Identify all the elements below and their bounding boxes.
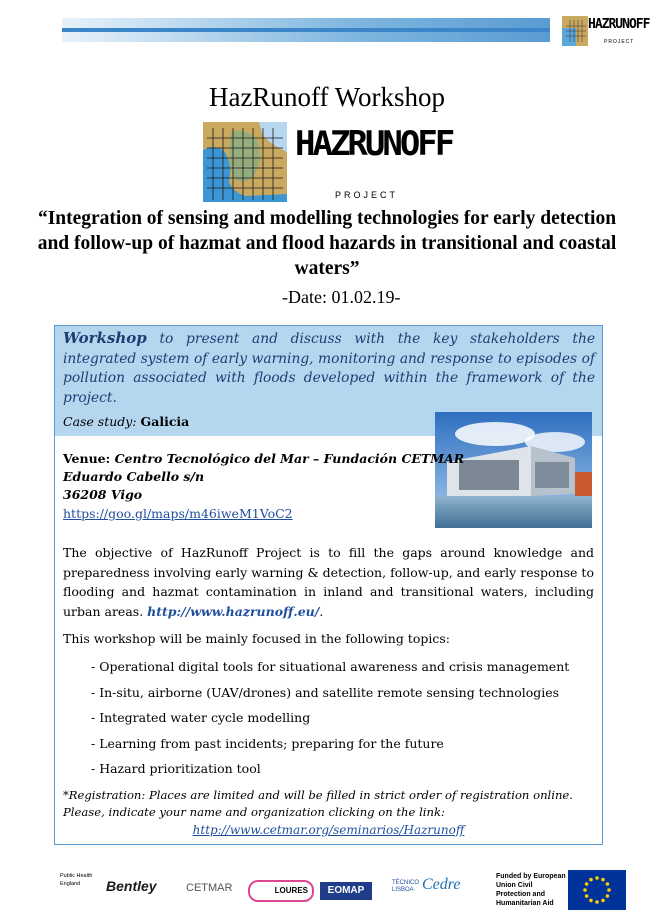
hazrunoff-logo-icon [203,122,287,202]
logo-cetmar: CETMAR [186,882,233,894]
venue-city: 36208 Vigo [63,487,143,502]
logo-tecnico-lisboa: TÉCNICO LISBOA [392,880,419,893]
objective-text [63,543,594,621]
intro-body: to present and discuss with the key stakeholders the integrated system of early warning, monitoring and response to episodes of pollution associated with floods developed within the framework of the project. [63,331,595,406]
header-band [62,18,550,42]
header-stripe [62,28,550,32]
logo-cedre: Cedre [422,876,461,893]
topic-item: - In-situ, airborne (UAV/drones) and satellite remote sensing technologies [91,684,560,700]
topic-item: - Integrated water cycle modelling [91,710,311,725]
venue-name: Centro Tecnológico del Mar – Fundación CETMAR [114,451,465,466]
objective-body: The objective of HazRunoff Project is to fill the gaps around knowledge and preparedness involving early warning & detection, follow-up, and early response to flooding and hazmat contamination in inland and transitional waters, including urban areas. [63,545,594,619]
logo-bentley: Bentley [106,878,157,894]
header-logo-subtitle: PROJECT [604,39,635,45]
footer-logos [0,860,654,922]
objective-end: . [319,603,324,619]
header-logo [560,14,650,50]
logo-public-health-england: Public Health England [60,873,93,887]
workshop-subtitle: “Integration of sensing and modelling technologies for early detection and follow-up of hazmat and flood hazards in transitional and coastal waters” [37,208,617,279]
venue-street: Eduardo Cabello s/n [63,469,205,484]
topics-intro: This workshop will be mainly focused in the following topics: [63,631,450,646]
eu-flag-icon [568,870,626,910]
workshop-date: -Date: 01.02.19- [282,287,401,307]
project-website-link[interactable]: http://www.hazrunoff.eu/ [147,603,320,619]
venue-block [63,450,464,504]
logo-eomap: EOMAP [320,882,372,900]
topic-item: - Hazard prioritization tool [91,761,261,776]
venue-label: Venue: [63,451,115,466]
registration-link[interactable]: http://www.cetmar.org/seminarios/Hazrunoff [192,823,465,837]
main-logo-title: HAZRUNOFF [295,124,453,164]
topics-list [91,659,569,787]
logo-loures: LOURES [248,880,314,902]
hazrunoff-logo-icon [562,16,588,46]
topic-item: - Operational digital tools for situational awareness and crisis management [91,659,570,674]
main-logo-subtitle: PROJECT [335,190,399,200]
intro-text [63,329,595,408]
eu-funding-text: Funded by European Union Civil Protection and Humanitarian Aid [496,873,566,907]
registration-note: *Registration: Places are limited and will be filled in strict order of registration online. Please, indicate your name and organization clicking on the link: [63,788,573,819]
topic-item: - Learning from past incidents; preparing for the future [91,735,444,751]
main-logo [203,122,453,202]
case-study-label: Case study: [63,414,141,429]
intro-lead: Workshop [63,329,147,347]
case-study [63,414,189,429]
header-logo-title: HAZRUNOFF [588,17,650,32]
venue-map-link[interactable]: https://goo.gl/maps/m46iweM1VoC2 [63,506,293,521]
page-title: HazRunoff Workshop [208,82,446,112]
case-study-value: Galicia [140,414,190,429]
info-panel [54,325,603,845]
